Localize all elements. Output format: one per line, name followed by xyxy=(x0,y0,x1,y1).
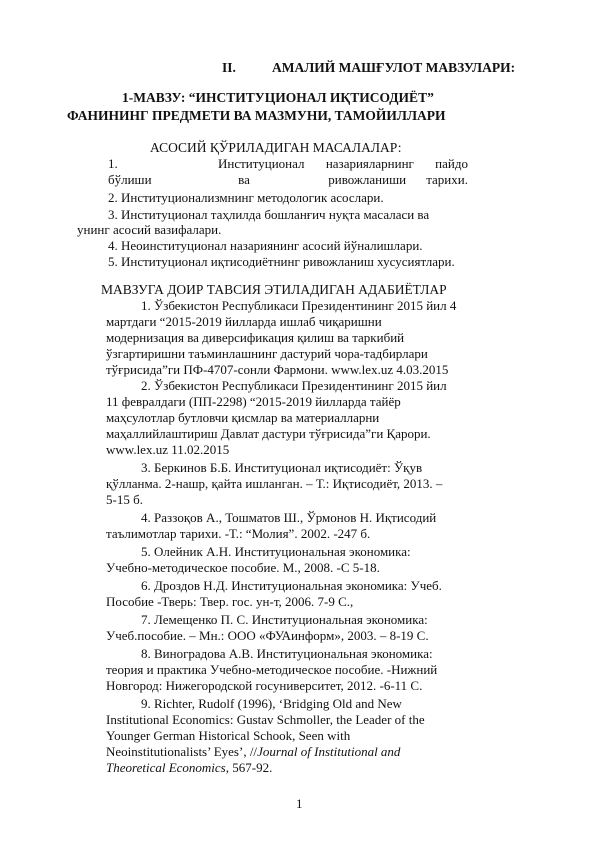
issue-item-1-number: 1. xyxy=(108,156,118,171)
literature-entry-4-line-1: 4. Раззоқов А., Тошматов Ш., Ўрмонов Н. Иқтисодий xyxy=(141,510,437,525)
literature-heading: МАВЗУГА ДОИР ТАВСИЯ ЭТИЛАДИГАН АДАБИЁТЛАР xyxy=(101,282,447,297)
literature-entry-1-line-4: ўзгартиришни таъминлашнинг дастурий чора-тадбирлари xyxy=(106,346,428,361)
literature-entry-2-line-1: 2. Ўзбекистон Республикаси Президентининг 2015 йил xyxy=(141,378,447,393)
literature-entry-1-line-3: модернизация ва диверсификация қилиш ва таркибий xyxy=(106,330,405,345)
literature-entry-9-line-2: Institutional Economics: Gustav Schmoller, the Leader of the xyxy=(106,712,425,727)
literature-entry-1-line-5: тўғрисида”ги ПФ-4707-сонли Фармони. www.lex.uz 4.03.2015 xyxy=(106,362,449,377)
literature-entry-2-line-3: маҳсулотлар бутловчи қисмлар ва материалларни xyxy=(106,410,380,425)
literature-entry-9-journal: Journal of Institutional and xyxy=(257,744,401,759)
literature-entry-2-line-5: www.lex.uz 11.02.2015 xyxy=(106,442,230,457)
literature-entry-1-line-1: 1. Ўзбекистон Республикаси Президентининг 2015 йил 4 xyxy=(141,298,457,313)
literature-entry-3-line-3: 5-15 б. xyxy=(106,492,143,507)
literature-entry-5-line-1: 5. Олейник А.Н. Институциональная экономика: xyxy=(141,544,411,559)
literature-entry-3-line-1: 3. Беркинов Б.Б. Институционал иқтисодиёт: Ўқув xyxy=(141,460,423,475)
literature-entry-6-line-1: 6. Дроздов Н.Д. Институциональная экономика: Учеб. xyxy=(141,578,442,593)
issue-item-1-word: бўлиши xyxy=(108,172,152,187)
literature-entry-9-line-3: Younger German Historical Schook, Seen with xyxy=(106,728,351,743)
literature-entry-7-line-1: 7. Лемещенко П. С. Институциональная экономика: xyxy=(141,612,428,627)
literature-entry-6-line-2: Пособие -Тверь: Твер. гос. ун-т, 2006. 7-9 С., xyxy=(106,594,354,609)
section-heading xyxy=(222,60,515,76)
literature-entry-4-line-2: таълимотлар тарихи. -Т.: “Молия”. 2002. -247 б. xyxy=(106,526,371,541)
issue-item-1-word: тарихи. xyxy=(426,172,468,187)
literature-entry-9-line-1: 9. Richter, Rudolf (1996), ‘Bridging Old and New xyxy=(141,696,402,711)
literature-entry-1-line-2: мартдаги “2015-2019 йилларда ишлаб чиқаришни xyxy=(106,314,382,329)
issue-item-1-word: ва xyxy=(238,172,250,187)
literature-entry-8-line-1: 8. Виноградова А.В. Институциональная экономика: xyxy=(141,646,433,661)
section-number: II. xyxy=(222,60,236,75)
literature-entry-8-line-3: Новгород: Нижегородской госуниверситет, 2012. -6-11 С. xyxy=(106,678,423,693)
issue-item-1-word: ривожланиши xyxy=(328,172,407,187)
issues-heading: АСОСИЙ ҚЎРИЛАДИГАН МАСАЛАЛАР: xyxy=(150,140,402,155)
literature-entry-5-line-2: Учебно-методическое пособие. М., 2008. -С 5-18. xyxy=(106,560,380,575)
section-title: АМАЛИЙ МАШҒУЛОТ МАВЗУЛАРИ: xyxy=(272,60,516,75)
issue-item-5: 5. Институционал иқтисодиётнинг ривожланиш хусусиятлари. xyxy=(108,254,455,269)
literature-entry-2-line-2: 11 февралдаги (ПП-2298) “2015-2019 йилларда тайёр xyxy=(106,394,401,409)
topic-title-line-1: 1-МАВЗУ: “ИНСТИТУЦИОНАЛ ИҚТИСОДИЁТ” xyxy=(122,90,434,105)
issue-item-1-word: Институционал xyxy=(218,156,305,171)
issue-item-4: 4. Неоинституционал назариянинг асосий йўналишлари. xyxy=(108,238,423,253)
literature-entry-8-line-2: теория и практика Учебно-методическое пособие. -Нижний xyxy=(106,662,438,677)
issue-item-2: 2. Институционализмнинг методологик асослари. xyxy=(108,190,384,205)
literature-entry-9-line-5 xyxy=(106,760,272,776)
literature-entry-7-line-2: Учеб.пособие. – Мн.: ООО «ФУАинформ», 2003. – 8-19 С. xyxy=(106,628,429,643)
topic-title-line-2: ФАНИНИНГ ПРЕДМЕТИ ВА МАЗМУНИ, ТАМОЙИЛЛАРИ xyxy=(67,108,446,123)
literature-entry-9-journal-cont: Theoretical Economics xyxy=(106,760,226,775)
issue-item-1-word: назарияларнинг xyxy=(325,156,414,171)
issue-item-1-line-1 xyxy=(218,156,468,172)
page-number: 1 xyxy=(296,796,303,811)
issue-item-3-line-1: 3. Институционал таҳлилда бошланғич нуқта масаласи ва xyxy=(108,207,430,222)
literature-entry-9-tail: , 567-92. xyxy=(225,760,273,775)
literature-entry-3-line-2: қўлланма. 2-нашр, қайта ишланган. – Т.: Иқтисодиёт, 2013. – xyxy=(106,476,443,491)
literature-entry-9-text: Neoinstitutionalists’ Eyes’, // xyxy=(106,744,258,759)
literature-entry-9-line-4 xyxy=(106,744,400,760)
issue-item-1-line-2 xyxy=(108,172,468,188)
issue-item-3-line-2: унинг асосий вазифалари. xyxy=(77,222,222,237)
literature-entry-2-line-4: маҳаллийлаштириш Давлат дастури тўғрисида”ги Қарори. xyxy=(106,426,431,441)
issue-item-1-word: пайдо xyxy=(435,156,468,171)
